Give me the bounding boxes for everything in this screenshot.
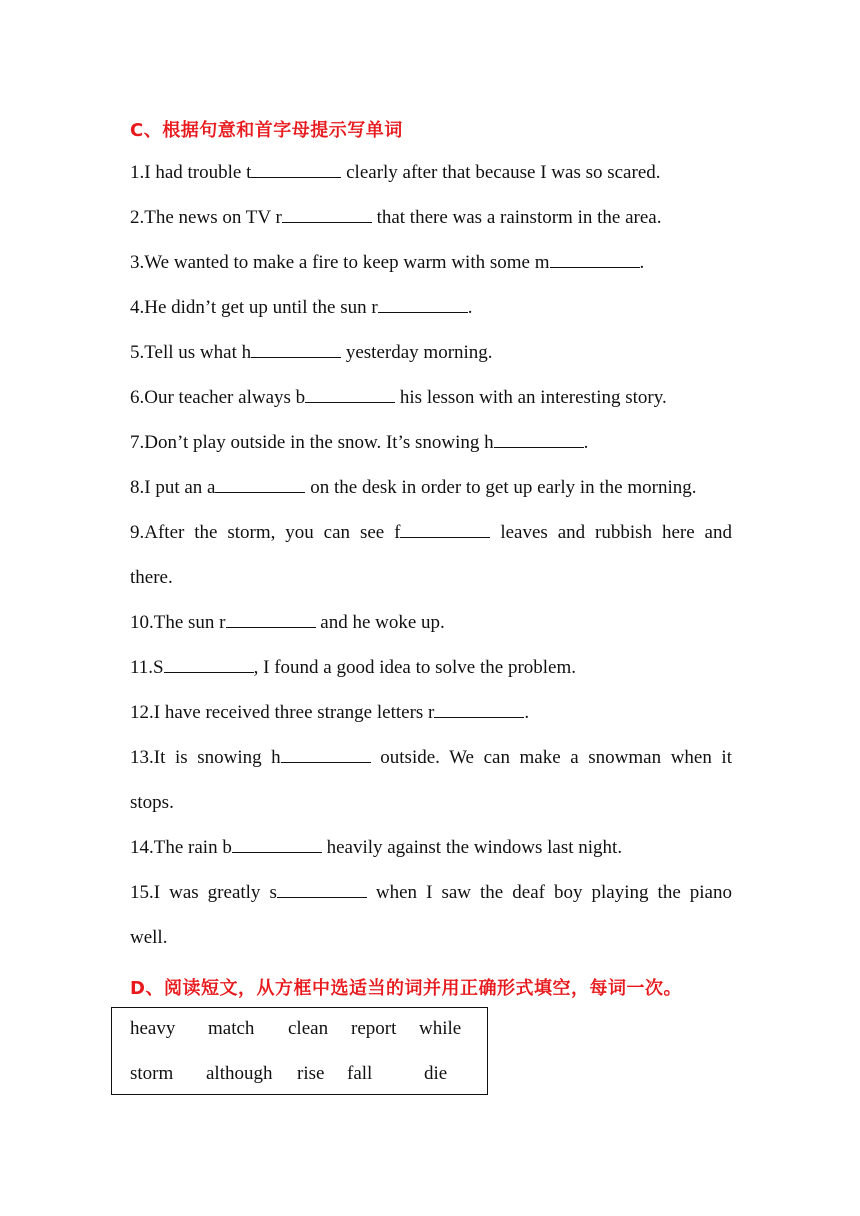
word-box-item: fall	[347, 1063, 373, 1084]
question-11-text-after: , I found a good idea to solve the problem.	[253, 657, 577, 678]
question-1-text-before: 1.I had trouble t	[130, 162, 252, 183]
question-6-text-before: 6.Our teacher always b	[130, 387, 306, 408]
question-7-text-before: 7.Don’t play outside in the snow. It’s snowing h	[130, 432, 494, 453]
question-13-text-after: outside. We can make a snowman when it	[370, 747, 732, 768]
word-box	[111, 1007, 488, 1095]
question-9-text-before: 9.After the storm, you can see f	[130, 522, 401, 543]
question-10-blank[interactable]	[226, 611, 316, 628]
question-12	[130, 701, 732, 725]
question-6-text-after: his lesson with an interesting story.	[395, 387, 667, 408]
question-9-continuation: there.	[130, 567, 173, 588]
question-7	[130, 431, 732, 455]
question-8-text-after: on the desk in order to get up early in the morning.	[305, 477, 697, 498]
question-3-text-before: 3.We wanted to make a fire to keep warm with some m	[130, 252, 550, 273]
question-2-text-after: that there was a rainstorm in the area.	[371, 207, 662, 228]
question-12-blank[interactable]	[434, 701, 524, 718]
question-1	[130, 161, 732, 185]
word-box-item: although	[206, 1063, 273, 1084]
question-2-blank[interactable]	[282, 206, 372, 223]
question-13-blank[interactable]	[281, 746, 371, 763]
question-14	[130, 836, 732, 860]
question-10	[130, 611, 732, 635]
question-9-text-after: leaves and rubbish here and	[490, 522, 732, 543]
question-14-text-before: 14.The rain b	[130, 837, 232, 858]
question-13	[130, 746, 732, 770]
word-box-item: while	[419, 1018, 462, 1039]
question-7-blank[interactable]	[494, 431, 584, 448]
question-4	[130, 296, 732, 320]
question-12-text-after: .	[524, 702, 530, 723]
question-10-text-after: and he woke up.	[315, 612, 445, 633]
question-12-text-before: 12.I have received three strange letters r	[130, 702, 435, 723]
question-11-text-before: 11.S	[130, 657, 164, 678]
word-box-item: rise	[297, 1063, 325, 1084]
word-box-item: die	[424, 1063, 448, 1084]
question-14-text-after: heavily against the windows last night.	[321, 837, 623, 858]
question-6	[130, 386, 732, 410]
question-3	[130, 251, 732, 275]
question-8	[130, 476, 732, 500]
section-d-heading: D、阅读短文，从方框中选适当的词并用正确形式填空，每词一次。	[130, 978, 682, 999]
question-13-text-before: 13.It is snowing h	[130, 747, 281, 768]
question-13-continuation: stops.	[130, 792, 174, 813]
question-2	[130, 206, 732, 230]
question-9-blank[interactable]	[400, 521, 490, 538]
section-c-heading: C、根据句意和首字母提示写单词	[130, 120, 403, 141]
word-box-item: storm	[130, 1063, 174, 1084]
question-15-text-before: 15.I was greatly s	[130, 882, 277, 903]
question-11-blank[interactable]	[164, 656, 254, 673]
question-4-blank[interactable]	[378, 296, 468, 313]
question-5-blank[interactable]	[251, 341, 341, 358]
question-8-blank[interactable]	[215, 476, 305, 493]
question-5	[130, 341, 732, 365]
question-11	[130, 656, 732, 680]
question-1-blank[interactable]	[251, 161, 341, 178]
question-10-text-before: 10.The sun r	[130, 612, 226, 633]
question-15-text-after: when I saw the deaf boy playing the piano	[366, 882, 732, 903]
question-6-blank[interactable]	[305, 386, 395, 403]
word-box-item: heavy	[130, 1018, 176, 1039]
question-5-text-after: yesterday morning.	[341, 342, 493, 363]
question-15-continuation: well.	[130, 927, 168, 948]
word-box-item: clean	[288, 1018, 329, 1039]
question-3-text-after: .	[639, 252, 645, 273]
word-box-item: match	[208, 1018, 255, 1039]
question-4-text-before: 4.He didn’t get up until the sun r	[130, 297, 378, 318]
question-14-blank[interactable]	[232, 836, 322, 853]
word-box-item: report	[351, 1018, 397, 1039]
question-7-text-after: .	[583, 432, 589, 453]
question-1-text-after: clearly after that because I was so scared.	[341, 162, 661, 183]
question-4-text-after: .	[467, 297, 473, 318]
question-9	[130, 521, 732, 545]
question-15-blank[interactable]	[277, 881, 367, 898]
question-2-text-before: 2.The news on TV r	[130, 207, 282, 228]
question-8-text-before: 8.I put an a	[130, 477, 216, 498]
question-15	[130, 881, 732, 905]
question-3-blank[interactable]	[550, 251, 640, 268]
question-5-text-before: 5.Tell us what h	[130, 342, 252, 363]
